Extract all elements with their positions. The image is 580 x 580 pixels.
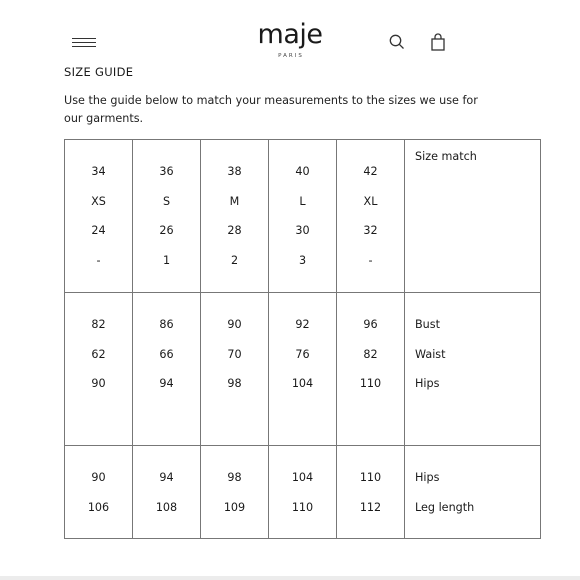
size-value: 82 — [363, 347, 378, 361]
measurement-label: Leg length — [415, 500, 475, 514]
size-value: 110 — [359, 377, 382, 390]
size-value: 40 — [295, 165, 310, 178]
label-cell — [405, 446, 541, 539]
brand-logo[interactable] — [0, 20, 580, 59]
label-cell — [405, 293, 541, 446]
size-value: 98 — [227, 377, 242, 390]
size-cell — [269, 293, 337, 446]
size-value: 38 — [227, 165, 242, 178]
size-cell — [269, 140, 337, 293]
size-value: 106 — [87, 500, 110, 514]
size-value: 110 — [291, 500, 314, 514]
size-value: 66 — [159, 347, 174, 361]
size-value: 94 — [159, 377, 174, 390]
bottom-divider — [0, 576, 580, 580]
size-cell — [201, 293, 269, 446]
size-cell — [337, 140, 405, 293]
size-value: 82 — [91, 318, 106, 331]
search-icon[interactable] — [388, 33, 406, 51]
intro-text: Use the guide below to match your measurements to the sizes we use for our garments. — [64, 94, 478, 125]
size-value: XL — [363, 194, 378, 208]
size-value: 104 — [291, 377, 314, 390]
size-value: 42 — [363, 165, 378, 178]
size-value: 94 — [159, 471, 174, 484]
logo-wordmark: maje — [257, 19, 323, 50]
size-value: 34 — [91, 165, 106, 178]
size-value: XS — [91, 194, 106, 208]
size-value: 30 — [295, 224, 310, 237]
size-value: 36 — [159, 165, 174, 178]
measurement-label: Bust — [415, 318, 440, 331]
size-value: 104 — [291, 471, 314, 484]
size-cell — [65, 446, 133, 539]
size-value: L — [299, 194, 306, 208]
size-cell — [337, 293, 405, 446]
measurement-label: Hips — [415, 377, 440, 390]
label-cell — [405, 140, 541, 293]
size-value: 70 — [227, 347, 242, 361]
size-value: 86 — [159, 318, 174, 331]
size-value: 62 — [91, 347, 106, 361]
size-value: 92 — [295, 318, 310, 331]
size-value: 3 — [298, 253, 307, 267]
leg-measurements-row — [65, 446, 541, 539]
size-value: - — [368, 253, 373, 267]
measurement-label: Hips — [415, 471, 440, 484]
size-value: 90 — [91, 377, 106, 390]
size-value: M — [229, 194, 240, 208]
measurement-label: Size match — [415, 150, 477, 163]
size-cell — [65, 140, 133, 293]
body-measurements-row — [65, 293, 541, 446]
size-cell — [269, 446, 337, 539]
size-value: 2 — [230, 253, 239, 267]
size-value: 90 — [227, 318, 242, 331]
size-value: 26 — [159, 224, 174, 237]
size-value: 96 — [363, 318, 378, 331]
size-value: - — [96, 253, 101, 267]
size-match-row — [65, 140, 541, 293]
size-value: 109 — [223, 500, 246, 514]
size-value: 108 — [155, 500, 178, 514]
size-cell — [337, 446, 405, 539]
size-value: 24 — [91, 224, 106, 237]
size-cell — [133, 293, 201, 446]
size-cell — [201, 140, 269, 293]
page-title: SIZE GUIDE — [64, 65, 134, 79]
size-guide-table — [64, 139, 541, 539]
size-cell — [133, 140, 201, 293]
size-value: 110 — [359, 471, 382, 484]
size-cell — [65, 293, 133, 446]
size-value: S — [162, 194, 171, 208]
size-value: 90 — [91, 471, 106, 484]
size-value: 28 — [227, 224, 242, 237]
size-value: 76 — [295, 347, 310, 361]
logo-subtitle: PARIS — [278, 53, 304, 59]
size-value: 98 — [227, 471, 242, 484]
size-value: 32 — [363, 224, 378, 237]
size-value: 1 — [162, 253, 171, 267]
site-header — [0, 0, 580, 66]
size-cell — [201, 446, 269, 539]
size-value: 112 — [359, 500, 382, 514]
shopping-bag-icon[interactable] — [430, 33, 446, 51]
measurement-label: Waist — [415, 347, 446, 361]
size-cell — [133, 446, 201, 539]
